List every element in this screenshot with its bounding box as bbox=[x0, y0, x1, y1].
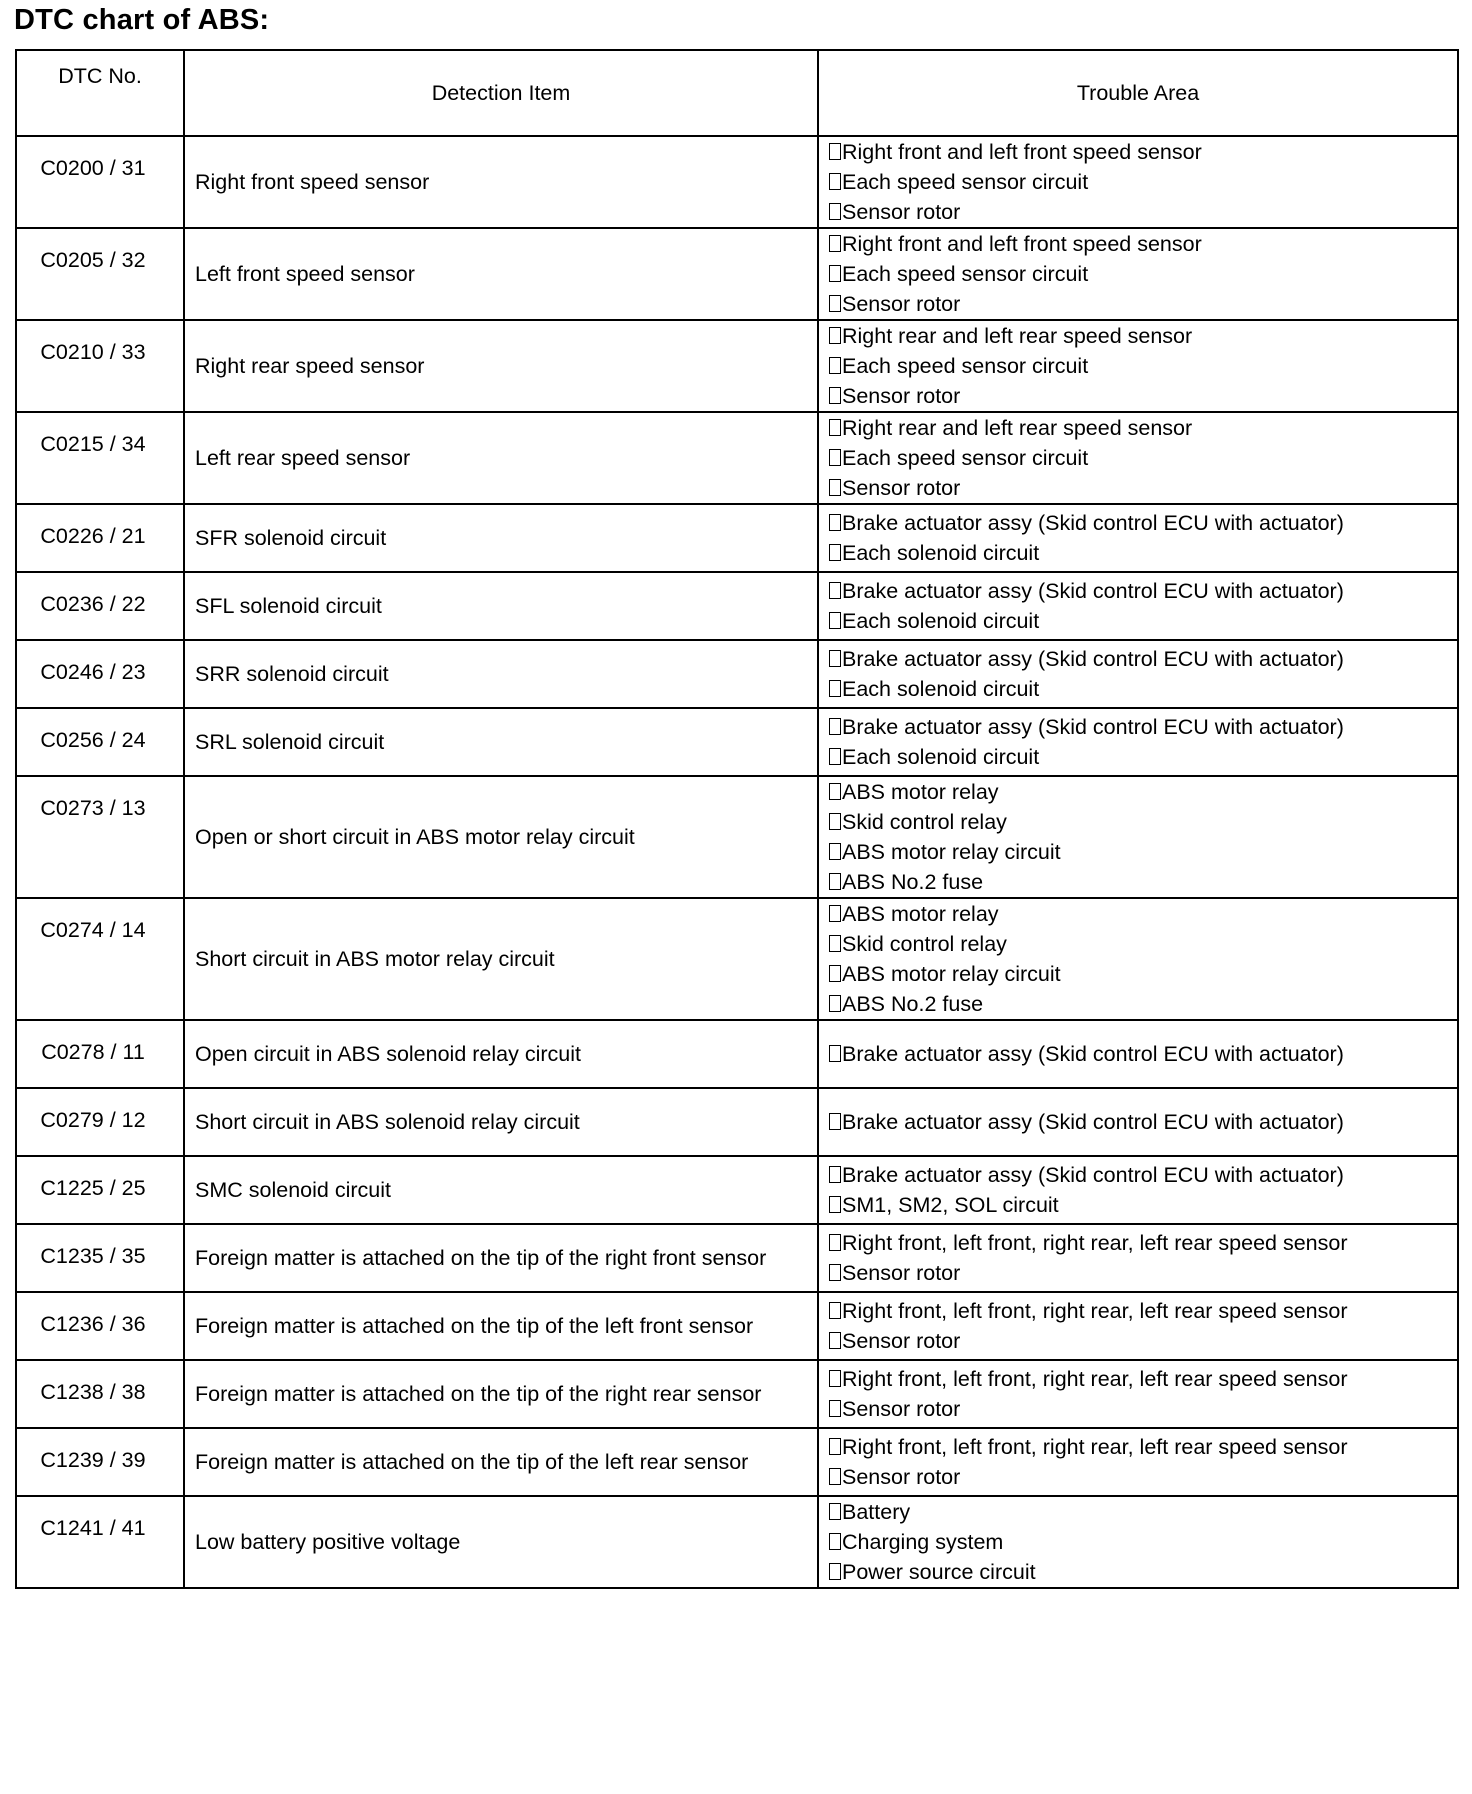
trouble-area-item bbox=[829, 229, 1457, 259]
dtc-code: C0279 / 12 bbox=[16, 1088, 184, 1156]
trouble-area-item bbox=[829, 381, 1457, 411]
checkbox-square-icon bbox=[829, 1264, 841, 1281]
trouble-area-text: Right front, left front, right rear, left rear speed sensor bbox=[842, 1435, 1348, 1459]
trouble-area-item bbox=[829, 321, 1457, 351]
dtc-code: C1235 / 35 bbox=[16, 1224, 184, 1292]
trouble-area-item bbox=[829, 1258, 1457, 1288]
checkbox-square-icon bbox=[829, 1468, 841, 1485]
checkbox-square-icon bbox=[829, 173, 841, 190]
detection-item: SFL solenoid circuit bbox=[184, 572, 818, 640]
trouble-area-text: Brake actuator assy (Skid control ECU with actuator) bbox=[842, 1110, 1344, 1134]
trouble-area bbox=[818, 572, 1458, 640]
trouble-area-item bbox=[829, 1432, 1457, 1462]
header-detection-item: Detection Item bbox=[184, 50, 818, 136]
trouble-area-item bbox=[829, 644, 1457, 674]
trouble-area-text: Each speed sensor circuit bbox=[842, 262, 1089, 286]
detection-item: Foreign matter is attached on the tip of the right rear sensor bbox=[184, 1360, 818, 1428]
checkbox-square-icon bbox=[829, 1045, 841, 1062]
dtc-code: C0200 / 31 bbox=[16, 136, 184, 228]
checkbox-square-icon bbox=[829, 514, 841, 531]
trouble-area-item bbox=[829, 473, 1457, 503]
trouble-area bbox=[818, 412, 1458, 504]
checkbox-square-icon bbox=[829, 935, 841, 952]
trouble-area-text: Sensor rotor bbox=[842, 1465, 961, 1489]
dtc-code: C1236 / 36 bbox=[16, 1292, 184, 1360]
checkbox-square-icon bbox=[829, 327, 841, 344]
dtc-code: C0236 / 22 bbox=[16, 572, 184, 640]
checkbox-square-icon bbox=[829, 813, 841, 830]
dtc-code: C0256 / 24 bbox=[16, 708, 184, 776]
trouble-area bbox=[818, 640, 1458, 708]
trouble-area bbox=[818, 320, 1458, 412]
trouble-area-text: Each solenoid circuit bbox=[842, 745, 1040, 769]
trouble-area-text: Right front, left front, right rear, left rear speed sensor bbox=[842, 1231, 1348, 1255]
checkbox-square-icon bbox=[829, 1234, 841, 1251]
trouble-area bbox=[818, 1020, 1458, 1088]
checkbox-square-icon bbox=[829, 650, 841, 667]
trouble-area-item bbox=[829, 508, 1457, 538]
trouble-area bbox=[818, 776, 1458, 898]
checkbox-square-icon bbox=[829, 680, 841, 697]
trouble-area-text: Right front, left front, right rear, left rear speed sensor bbox=[842, 1299, 1348, 1323]
dtc-code: C0246 / 23 bbox=[16, 640, 184, 708]
dtc-code: C1239 / 39 bbox=[16, 1428, 184, 1496]
checkbox-square-icon bbox=[829, 203, 841, 220]
detection-item: Foreign matter is attached on the tip of the right front sensor bbox=[184, 1224, 818, 1292]
checkbox-square-icon bbox=[829, 357, 841, 374]
trouble-area-text: SM1, SM2, SOL circuit bbox=[842, 1193, 1059, 1217]
detection-item: Low battery positive voltage bbox=[184, 1496, 818, 1588]
trouble-area-text: Each solenoid circuit bbox=[842, 677, 1040, 701]
trouble-area-item bbox=[829, 929, 1457, 959]
header-dtc-no: DTC No. bbox=[16, 50, 184, 136]
table-row bbox=[16, 504, 1458, 572]
checkbox-square-icon bbox=[829, 1563, 841, 1580]
trouble-area-item bbox=[829, 989, 1457, 1019]
trouble-area-text: ABS motor relay bbox=[842, 780, 999, 804]
table-row bbox=[16, 1156, 1458, 1224]
checkbox-square-icon bbox=[829, 995, 841, 1012]
trouble-area-item bbox=[829, 259, 1457, 289]
dtc-code: C0273 / 13 bbox=[16, 776, 184, 898]
trouble-area-item bbox=[829, 1039, 1457, 1069]
dtc-code: C1238 / 38 bbox=[16, 1360, 184, 1428]
trouble-area bbox=[818, 898, 1458, 1020]
trouble-area-text: Power source circuit bbox=[842, 1560, 1036, 1584]
trouble-area-text: Brake actuator assy (Skid control ECU with actuator) bbox=[842, 511, 1344, 535]
detection-item: Foreign matter is attached on the tip of the left front sensor bbox=[184, 1292, 818, 1360]
trouble-area bbox=[818, 504, 1458, 572]
checkbox-square-icon bbox=[829, 1400, 841, 1417]
trouble-area-item bbox=[829, 1394, 1457, 1424]
trouble-area-text: Brake actuator assy (Skid control ECU with actuator) bbox=[842, 1042, 1344, 1066]
dtc-code: C1241 / 41 bbox=[16, 1496, 184, 1588]
table-header-row bbox=[16, 50, 1458, 136]
table-body bbox=[16, 136, 1458, 1588]
checkbox-square-icon bbox=[829, 748, 841, 765]
trouble-area-item bbox=[829, 1462, 1457, 1492]
table-row bbox=[16, 1360, 1458, 1428]
dtc-code: C0210 / 33 bbox=[16, 320, 184, 412]
checkbox-square-icon bbox=[829, 905, 841, 922]
trouble-area-item bbox=[829, 1296, 1457, 1326]
trouble-area-item bbox=[829, 1160, 1457, 1190]
detection-item: Open or short circuit in ABS motor relay circuit bbox=[184, 776, 818, 898]
table-row bbox=[16, 572, 1458, 640]
trouble-area-item bbox=[829, 167, 1457, 197]
trouble-area-text: Sensor rotor bbox=[842, 1261, 961, 1285]
checkbox-square-icon bbox=[829, 1302, 841, 1319]
trouble-area-text: Each speed sensor circuit bbox=[842, 354, 1089, 378]
detection-item: Short circuit in ABS motor relay circuit bbox=[184, 898, 818, 1020]
dtc-table bbox=[15, 49, 1459, 1589]
table-row bbox=[16, 1428, 1458, 1496]
trouble-area-text: Each solenoid circuit bbox=[842, 609, 1040, 633]
trouble-area-item bbox=[829, 1527, 1457, 1557]
trouble-area-text: Each speed sensor circuit bbox=[842, 170, 1089, 194]
table-row bbox=[16, 1292, 1458, 1360]
checkbox-square-icon bbox=[829, 1503, 841, 1520]
trouble-area-text: Skid control relay bbox=[842, 932, 1007, 956]
table-row bbox=[16, 412, 1458, 504]
table-row bbox=[16, 776, 1458, 898]
detection-item: Short circuit in ABS solenoid relay circuit bbox=[184, 1088, 818, 1156]
table-row bbox=[16, 228, 1458, 320]
table-row bbox=[16, 1224, 1458, 1292]
trouble-area-item bbox=[829, 899, 1457, 929]
checkbox-square-icon bbox=[829, 235, 841, 252]
detection-item: Right front speed sensor bbox=[184, 136, 818, 228]
trouble-area-item bbox=[829, 606, 1457, 636]
trouble-area-text: Sensor rotor bbox=[842, 1397, 961, 1421]
trouble-area-item bbox=[829, 351, 1457, 381]
trouble-area-item bbox=[829, 197, 1457, 227]
detection-item: Left rear speed sensor bbox=[184, 412, 818, 504]
detection-item: SRR solenoid circuit bbox=[184, 640, 818, 708]
trouble-area bbox=[818, 136, 1458, 228]
table-row bbox=[16, 898, 1458, 1020]
trouble-area-text: Sensor rotor bbox=[842, 476, 961, 500]
checkbox-square-icon bbox=[829, 1166, 841, 1183]
checkbox-square-icon bbox=[829, 1196, 841, 1213]
table-row bbox=[16, 1496, 1458, 1588]
checkbox-square-icon bbox=[829, 612, 841, 629]
trouble-area-text: Brake actuator assy (Skid control ECU with actuator) bbox=[842, 715, 1344, 739]
page-title: DTC chart of ABS: bbox=[14, 4, 270, 36]
trouble-area-item bbox=[829, 674, 1457, 704]
checkbox-square-icon bbox=[829, 1370, 841, 1387]
detection-item: Left front speed sensor bbox=[184, 228, 818, 320]
checkbox-square-icon bbox=[829, 1332, 841, 1349]
trouble-area-text: ABS No.2 fuse bbox=[842, 992, 984, 1016]
checkbox-square-icon bbox=[829, 143, 841, 160]
table-row bbox=[16, 1088, 1458, 1156]
trouble-area-item bbox=[829, 413, 1457, 443]
dtc-code: C0215 / 34 bbox=[16, 412, 184, 504]
trouble-area-item bbox=[829, 1326, 1457, 1356]
checkbox-square-icon bbox=[829, 295, 841, 312]
trouble-area-item bbox=[829, 777, 1457, 807]
trouble-area-item bbox=[829, 1497, 1457, 1527]
trouble-area-text: Battery bbox=[842, 1500, 911, 1524]
detection-item: SFR solenoid circuit bbox=[184, 504, 818, 572]
trouble-area-item bbox=[829, 867, 1457, 897]
trouble-area-text: Sensor rotor bbox=[842, 200, 961, 224]
checkbox-square-icon bbox=[829, 843, 841, 860]
trouble-area-text: Skid control relay bbox=[842, 810, 1007, 834]
trouble-area-item bbox=[829, 712, 1457, 742]
trouble-area-text: Sensor rotor bbox=[842, 384, 961, 408]
trouble-area bbox=[818, 1224, 1458, 1292]
trouble-area-item bbox=[829, 742, 1457, 772]
dtc-code: C1225 / 25 bbox=[16, 1156, 184, 1224]
table-row bbox=[16, 320, 1458, 412]
checkbox-square-icon bbox=[829, 783, 841, 800]
checkbox-square-icon bbox=[829, 1533, 841, 1550]
trouble-area-item bbox=[829, 1190, 1457, 1220]
dtc-code: C0226 / 21 bbox=[16, 504, 184, 572]
trouble-area bbox=[818, 1496, 1458, 1588]
detection-item: Open circuit in ABS solenoid relay circuit bbox=[184, 1020, 818, 1088]
trouble-area-item bbox=[829, 576, 1457, 606]
table-row bbox=[16, 1020, 1458, 1088]
header-trouble-area: Trouble Area bbox=[818, 50, 1458, 136]
table-row bbox=[16, 640, 1458, 708]
checkbox-square-icon bbox=[829, 419, 841, 436]
trouble-area-text: Charging system bbox=[842, 1530, 1004, 1554]
checkbox-square-icon bbox=[829, 965, 841, 982]
checkbox-square-icon bbox=[829, 718, 841, 735]
dtc-code: C0205 / 32 bbox=[16, 228, 184, 320]
trouble-area-text: ABS motor relay circuit bbox=[842, 840, 1061, 864]
trouble-area-text: Right rear and left rear speed sensor bbox=[842, 324, 1193, 348]
trouble-area-item bbox=[829, 1107, 1457, 1137]
trouble-area bbox=[818, 1292, 1458, 1360]
checkbox-square-icon bbox=[829, 265, 841, 282]
trouble-area-text: Sensor rotor bbox=[842, 292, 961, 316]
trouble-area-item bbox=[829, 538, 1457, 568]
trouble-area-item bbox=[829, 807, 1457, 837]
trouble-area bbox=[818, 1360, 1458, 1428]
trouble-area bbox=[818, 1428, 1458, 1496]
trouble-area-text: Brake actuator assy (Skid control ECU with actuator) bbox=[842, 579, 1344, 603]
trouble-area-text: Right rear and left rear speed sensor bbox=[842, 416, 1193, 440]
detection-item: Right rear speed sensor bbox=[184, 320, 818, 412]
checkbox-square-icon bbox=[829, 582, 841, 599]
checkbox-square-icon bbox=[829, 449, 841, 466]
checkbox-square-icon bbox=[829, 387, 841, 404]
table-row bbox=[16, 708, 1458, 776]
checkbox-square-icon bbox=[829, 1438, 841, 1455]
detection-item: Foreign matter is attached on the tip of the left rear sensor bbox=[184, 1428, 818, 1496]
dtc-code: C0274 / 14 bbox=[16, 898, 184, 1020]
trouble-area-item bbox=[829, 1364, 1457, 1394]
trouble-area-item bbox=[829, 837, 1457, 867]
trouble-area-text: ABS motor relay circuit bbox=[842, 962, 1061, 986]
trouble-area-item bbox=[829, 289, 1457, 319]
checkbox-square-icon bbox=[829, 873, 841, 890]
trouble-area-text: ABS motor relay bbox=[842, 902, 999, 926]
trouble-area-text: Each solenoid circuit bbox=[842, 541, 1040, 565]
trouble-area-item bbox=[829, 1557, 1457, 1587]
trouble-area bbox=[818, 1156, 1458, 1224]
trouble-area bbox=[818, 1088, 1458, 1156]
detection-item: SRL solenoid circuit bbox=[184, 708, 818, 776]
checkbox-square-icon bbox=[829, 1113, 841, 1130]
trouble-area-text: Sensor rotor bbox=[842, 1329, 961, 1353]
trouble-area-text: ABS No.2 fuse bbox=[842, 870, 984, 894]
trouble-area bbox=[818, 228, 1458, 320]
trouble-area-text: Right front, left front, right rear, left rear speed sensor bbox=[842, 1367, 1348, 1391]
trouble-area-item bbox=[829, 1228, 1457, 1258]
trouble-area-text: Right front and left front speed sensor bbox=[842, 140, 1202, 164]
trouble-area-item bbox=[829, 137, 1457, 167]
trouble-area-text: Brake actuator assy (Skid control ECU with actuator) bbox=[842, 647, 1344, 671]
table-row bbox=[16, 136, 1458, 228]
trouble-area-text: Right front and left front speed sensor bbox=[842, 232, 1202, 256]
detection-item: SMC solenoid circuit bbox=[184, 1156, 818, 1224]
trouble-area bbox=[818, 708, 1458, 776]
dtc-code: C0278 / 11 bbox=[16, 1020, 184, 1088]
checkbox-square-icon bbox=[829, 544, 841, 561]
trouble-area-item bbox=[829, 443, 1457, 473]
checkbox-square-icon bbox=[829, 479, 841, 496]
trouble-area-text: Brake actuator assy (Skid control ECU with actuator) bbox=[842, 1163, 1344, 1187]
trouble-area-item bbox=[829, 959, 1457, 989]
trouble-area-text: Each speed sensor circuit bbox=[842, 446, 1089, 470]
